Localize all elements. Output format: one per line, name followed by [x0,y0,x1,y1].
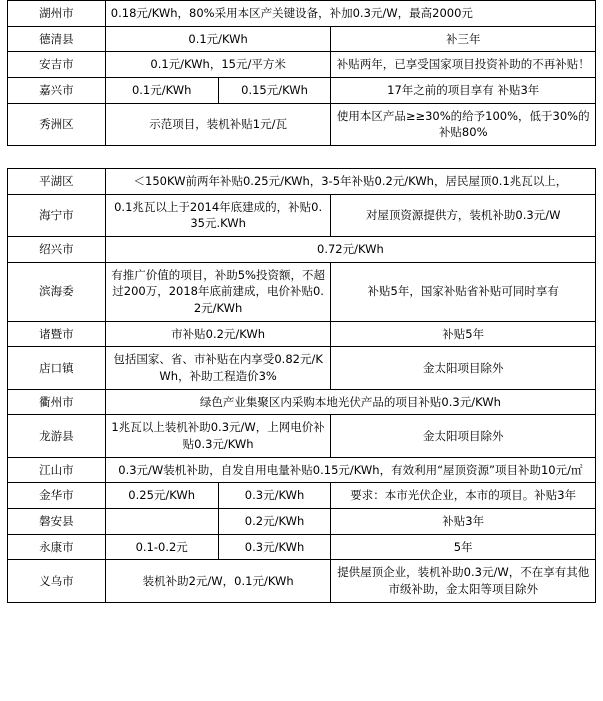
region-cell: 诸暨市 [8,321,106,347]
table-separator [0,146,603,168]
table-row [8,560,596,602]
note-cell: 使用本区产品≥≥30%的给予100%，低于30%的补贴80% [331,103,596,145]
region-cell: 永康市 [8,534,106,560]
region-cell: 安吉市 [8,52,106,78]
region-cell: 金华市 [8,483,106,509]
detail-cell: 装机补助2元/W，0.1元/KWh [105,560,331,602]
table-row [8,534,596,560]
table-row [8,347,596,389]
table-row [8,415,596,457]
table-row [8,103,596,145]
region-cell: 龙游县 [8,415,106,457]
detail-cell: 有推广价值的项目，补助5%投资额，不超过200万，2018年底前建成，电价补贴0.2元/KWh [105,262,331,321]
region-cell: 嘉兴市 [8,78,106,104]
region-cell: 店口镇 [8,347,106,389]
note-cell: 17年之前的项目享有 补贴3年 [331,78,596,104]
region-cell: 平湖区 [8,169,106,195]
note-cell: 提供屋顶企业，装机补助0.3元/W，不在享有其他市级补助，金太阳等项目除外 [331,560,596,602]
note-cell: 补贴3年 [331,509,596,535]
region-cell: 衢州市 [8,389,106,415]
detail-cell: 0.1元/KWh [105,78,218,104]
note-cell: 要求：本市光伏企业，本市的项目。补贴3年 [331,483,596,509]
detail-cell: 市补贴0.2元/KWh [105,321,331,347]
detail-cell: 绿色产业集聚区内采购本地光伏产品的项目补贴0.3元/KWh [105,389,595,415]
region-cell: 秀洲区 [8,103,106,145]
detail-cell: 0.1-0.2元 [105,534,218,560]
detail-cell: 0.72元/KWh [105,237,595,263]
region-cell: 绍兴市 [8,237,106,263]
detail-cell: ＜150KW前两年补贴0.25元/KWh，3-5年补贴0.2元/KWh，居民屋顶0.1兆瓦以上， [105,169,595,195]
note-cell: 5年 [331,534,596,560]
note-cell: 补贴5年，国家补贴省补贴可同时享有 [331,262,596,321]
detail-cell: 0.15元/KWh [218,78,331,104]
detail-cell: 0.25元/KWh [105,483,218,509]
table-row [8,169,596,195]
subsidy-table-upper [7,0,596,146]
note-cell: 补贴5年 [331,321,596,347]
table-row [8,194,596,236]
region-cell: 江山市 [8,457,106,483]
region-cell: 磐安县 [8,509,106,535]
detail-cell: 0.1元/KWh [105,26,331,52]
note-cell: 金太阳项目除外 [331,415,596,457]
region-cell: 滨海委 [8,262,106,321]
table-row [8,52,596,78]
table-row [8,26,596,52]
detail-cell: 1兆瓦以上装机补助0.3元/W，上网电价补贴0.3元/KWh [105,415,331,457]
table-row [8,389,596,415]
detail-cell: 0.3元/W装机补助，自发自用电量补贴0.15元/KWh，有效利用“屋顶资源”项目补助10元/㎡ [105,457,595,483]
region-cell: 德清县 [8,26,106,52]
table-body-upper [8,1,596,146]
note-cell: 补三年 [331,26,596,52]
table-row [8,483,596,509]
detail-cell: 0.1元/KWh，15元/平方米 [105,52,331,78]
table-row [8,262,596,321]
note-cell: 金太阳项目除外 [331,347,596,389]
detail-cell: 0.1兆瓦以上于2014年底建成的，补贴0.35元.KWh [105,194,331,236]
note-cell: 对屋顶资源提供方，装机补助0.3元/W [331,194,596,236]
detail-cell: 0.3元/KWh [218,483,331,509]
table-row [8,1,596,27]
detail-cell [105,509,218,535]
detail-cell: 0.3元/KWh [218,534,331,560]
table-row [8,457,596,483]
detail-cell: 0.18元/KWh，80%采用本区产关键设备，补加0.3元/W，最高2000元 [105,1,595,27]
detail-cell: 0.2元/KWh [218,509,331,535]
note-cell: 补贴两年，已享受国家项目投资补助的不再补贴！ [331,52,596,78]
table-row [8,509,596,535]
table-row [8,237,596,263]
detail-cell: 示范项目，装机补贴1元/瓦 [105,103,331,145]
subsidy-table-lower [7,168,596,603]
detail-cell: 包括国家、省、市补贴在内享受0.82元/KWh，补助工程造价3% [105,347,331,389]
table-row [8,321,596,347]
region-cell: 义乌市 [8,560,106,602]
region-cell: 海宁市 [8,194,106,236]
table-row [8,78,596,104]
table-body-lower [8,169,596,603]
region-cell: 湖州市 [8,1,106,27]
